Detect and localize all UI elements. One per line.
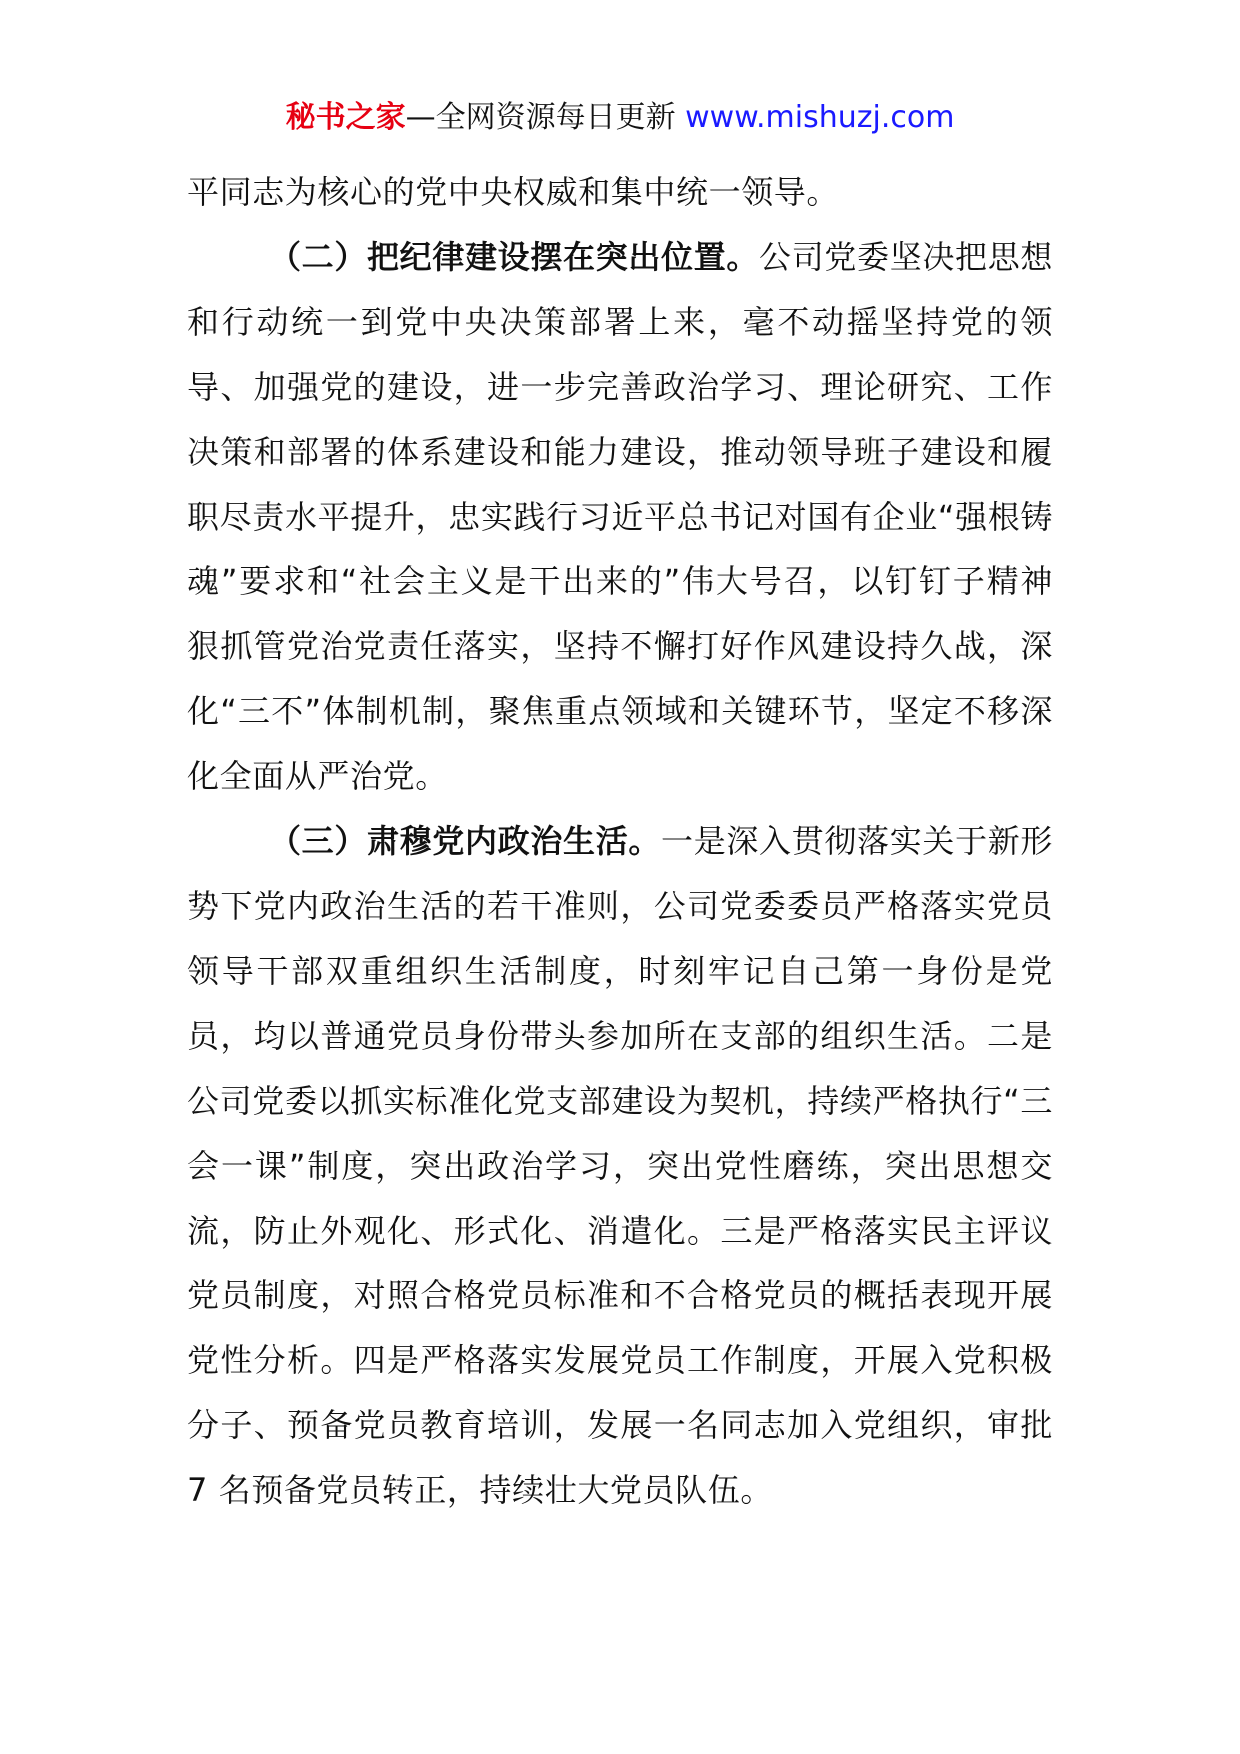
section-heading-political-life: （三）肃穆党内政治生活。 <box>269 822 662 861</box>
document-body <box>187 160 1053 1523</box>
site-url-link[interactable]: www.mishuzj.com <box>685 100 955 135</box>
section-heading-discipline: （二）把纪律建设摆在突出位置。 <box>269 237 760 276</box>
site-banner <box>0 98 1240 138</box>
section-body-discipline: 公司党委坚决把思想和行动统一到党中央决策部署上来，毫不动摇坚持党的领导、加强党的建设，进一步完善政治学习、理论研究、工作决策和部署的体系建设和能力建设，推动领导班子建设和履职尽责水平提升，忠实践行习近平总书记对国有企业“强根铸魂”要求和“社会主义是干出来的”伟大号召，以钉钉子精神狠抓管党治党责任落实，坚持不懈打好作风建设持久战，深化“三不”体制机制，聚焦重点领域和关键环节，坚定不移深化全面从严治党。 <box>187 237 1053 796</box>
intro-paragraph-tail: 平同志为核心的党中央权威和集中统一领导。 <box>187 173 840 211</box>
section-paragraph-political-life <box>187 809 1053 1523</box>
banner-tagline: —全网资源每日更新 <box>405 100 686 135</box>
section-body-political-life: 一是深入贯彻落实关于新形势下党内政治生活的若干准则，公司党委委员严格落实党员领导干部双重组织生活制度，时刻牢记自己第一身份是党员，均以普通党员身份带头参加所在支部的组织生活。二是公司党委以抓实标准化党支部建设为契机，持续严格执行“三会一课”制度，突出政治学习，突出党性磨练，突出思想交流，防止外观化、形式化、消遣化。三是严格落实民主评议党员制度，对照合格党员标准和不合格党员的概括表现开展党性分析。四是严格落实发展党员工作制度，开展入党积极分子、预备党员教育培训，发展一名同志加入党组织，审批 7 名预备党员转正，持续壮大党员队伍。 <box>187 822 1054 1510</box>
brand-name: 秘书之家 <box>285 100 406 135</box>
section-paragraph-discipline <box>187 225 1053 809</box>
